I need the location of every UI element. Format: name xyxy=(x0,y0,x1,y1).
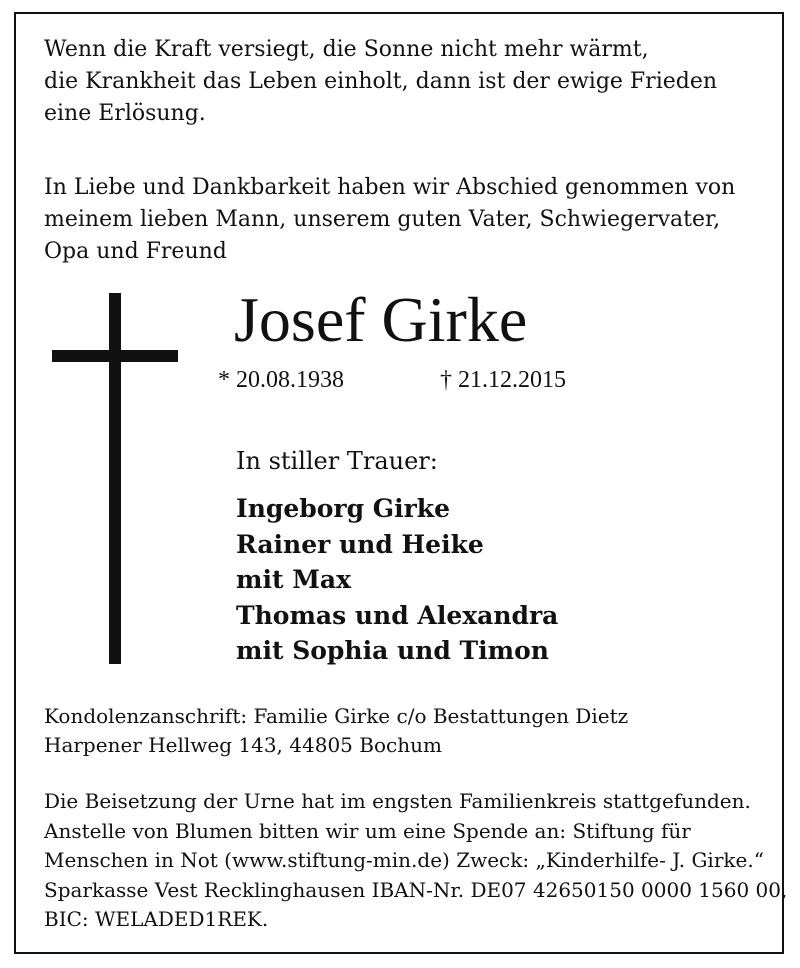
cross-horizontal-bar xyxy=(52,350,178,362)
death-date: † 21.12.2015 xyxy=(440,367,566,393)
mourner-name: mit Max xyxy=(236,565,351,594)
burial-info xyxy=(44,787,787,935)
address-line: Harpener Hellweg 143, 44805 Bochum xyxy=(44,733,442,757)
verse-line: Wenn die Kraft versiegt, die Sonne nicht mehr wärmt, xyxy=(44,37,649,62)
condolence-address xyxy=(44,702,628,760)
mourning-label: In stiller Trauer: xyxy=(236,447,438,475)
farewell-text xyxy=(44,172,735,268)
birth-date: * 20.08.1938 xyxy=(218,367,344,393)
mourner-name: Ingeborg Girke xyxy=(236,494,451,523)
burial-line: Menschen in Not (www.stiftung-min.de) Zweck: „Kinderhilfe- J. Girke.“ xyxy=(44,848,764,872)
farewell-line: In Liebe und Dankbarkeit haben wir Abschied genommen von xyxy=(44,175,736,200)
burial-line: BIC: WELADED1REK. xyxy=(44,907,269,931)
burial-line: Sparkasse Vest Recklinghausen IBAN-Nr. DE07 42650150 0000 1560 00, xyxy=(44,877,788,902)
burial-line: Die Beisetzung der Urne hat im engsten Familienkreis stattgefunden. xyxy=(44,789,751,813)
opening-verse xyxy=(44,34,717,130)
burial-line: Anstelle von Blumen bitten wir um eine Spende an: Stiftung für xyxy=(44,818,691,843)
mourner-name: Rainer und Heike xyxy=(236,529,484,559)
cross-vertical-bar xyxy=(109,293,121,664)
verse-line: eine Erlösung. xyxy=(44,101,206,126)
mourner-name: Thomas und Alexandra xyxy=(236,600,559,630)
mourner-name: mit Sophia und Timon xyxy=(236,636,549,665)
farewell-line: meinem lieben Mann, unserem guten Vater, Schwiegervater, xyxy=(44,207,721,232)
farewell-line: Opa und Freund xyxy=(44,239,227,264)
verse-line: die Krankheit das Leben einholt, dann ist der ewige Frieden xyxy=(44,69,718,94)
deceased-name: Josef Girke xyxy=(234,284,528,355)
address-line: Kondolenzanschrift: Familie Girke c/o Bestattungen Dietz xyxy=(44,704,629,728)
mourners-list xyxy=(236,491,558,669)
obituary-notice xyxy=(14,12,788,954)
